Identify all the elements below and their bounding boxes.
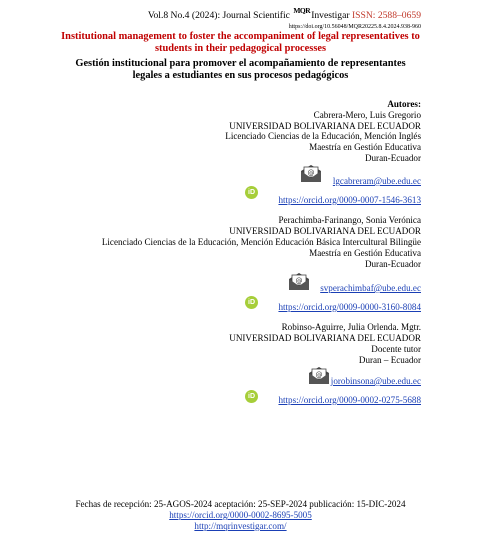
author-3-university: UNIVERSIDAD BOLIVARIANA DEL ECUADOR: [229, 333, 421, 343]
author-1-orcid[interactable]: https://orcid.org/0009-0007-1546-3613: [278, 195, 421, 205]
orcid-icon: iD: [245, 390, 258, 403]
svg-text:@: @: [295, 277, 303, 285]
author-1-degree: Licenciado Ciencias de la Educación, Mención Inglés: [225, 131, 421, 141]
author-1-masters: Maestría en Gestión Educativa: [309, 142, 421, 152]
orcid-icon: iD: [245, 296, 258, 309]
author-3-orcid[interactable]: https://orcid.org/0009-0002-0275-5688: [278, 395, 421, 405]
footer-orcid-link[interactable]: https://orcid.org/0000-0002-8695-5005: [169, 510, 312, 520]
doi-link[interactable]: https://doi.org/10.56048/MQR20225.8.4.2024.938-960: [288, 24, 421, 30]
publication-dates: Fechas de recepción: 25-AGOS-2024 aceptación: 25-SEP-2024 publicación: 15-DIC-2024: [75, 499, 406, 509]
title-spanish: Gestión institucional para promover el acompañamiento de representantes legales a estudiantes en sus procesos pedagógicos: [75, 58, 406, 81]
orcid-icon: iD: [245, 186, 258, 199]
svg-text:@: @: [307, 169, 315, 177]
author-1-name: Cabrera-Mero, Luis Gregorio: [313, 110, 421, 120]
author-2-masters: Maestría en Gestión Educativa: [309, 248, 421, 258]
journal-name: Investigar: [311, 10, 350, 21]
author-3-name: Robinso-Aguirre, Julia Orlenda. Mgtr.: [281, 322, 421, 332]
author-3-location: Duran – Ecuador: [358, 355, 421, 365]
envelope-at-icon: [300, 165, 322, 183]
journal-header: [147, 6, 421, 21]
footer-site-link[interactable]: http://mqrinvestigar.com/: [194, 521, 287, 531]
envelope-at-icon: [308, 367, 330, 385]
envelope-at-icon: [288, 273, 310, 291]
authors-label: Autores:: [387, 99, 421, 109]
author-3-email[interactable]: jorobinsona@ube.edu.ec: [330, 376, 421, 386]
author-2-email[interactable]: svperachimbaf@ube.edu.ec: [320, 283, 421, 293]
author-2-location: Duran-Ecuador: [364, 259, 421, 269]
author-1-location: Duran-Ecuador: [364, 153, 421, 163]
author-2-name: Perachimba-Farinango, Sonia Verónica: [278, 215, 421, 225]
title-english: Institutional management to foster the accompaniment of legal representatives to students in their pedagogical processes: [61, 31, 420, 54]
author-3-role: Docente tutor: [371, 344, 421, 354]
svg-text:@: @: [315, 371, 323, 379]
author-2-orcid[interactable]: https://orcid.org/0009-0000-3160-8084: [278, 302, 421, 312]
mqr-logo: MQR: [293, 6, 311, 15]
journal-line: Vol.8 No.4 (2024): Journal Scientific: [147, 10, 290, 21]
author-1-university: UNIVERSIDAD BOLIVARIANA DEL ECUADOR: [229, 121, 421, 131]
author-2-degree: Licenciado Ciencias de la Educación, Mención Educación Básica Intercultural Bilingüe: [101, 237, 421, 247]
author-2-university: UNIVERSIDAD BOLIVARIANA DEL ECUADOR: [229, 226, 421, 236]
issn: ISSN: 2588–0659: [351, 10, 421, 21]
author-1-email[interactable]: lgcabreram@ube.edu.ec: [332, 176, 421, 186]
